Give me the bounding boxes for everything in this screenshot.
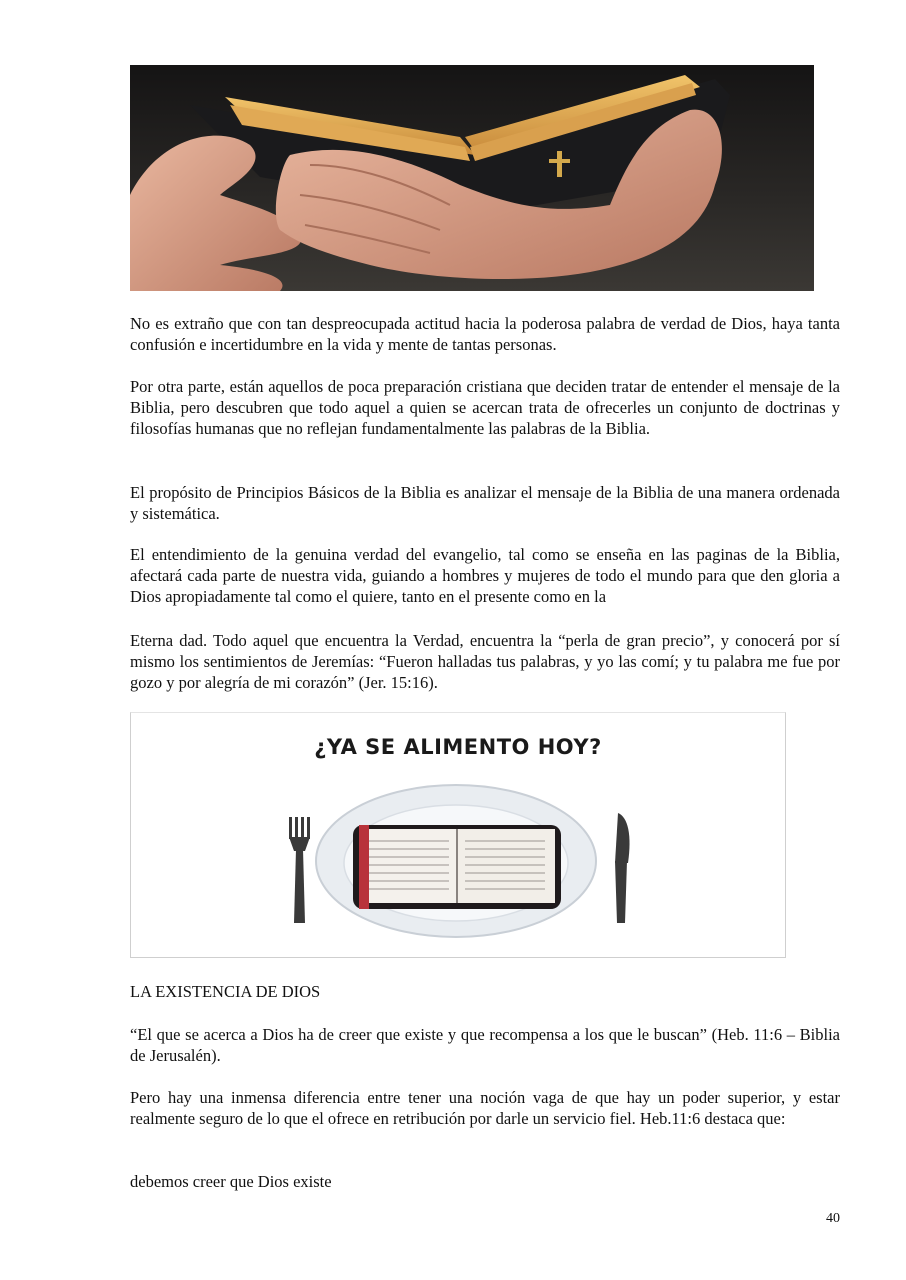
list-line: debemos creer que Dios existe	[130, 1172, 332, 1191]
bible-on-plate-image	[130, 712, 786, 958]
paragraph-2: Por otra parte, están aquellos de poca preparación cristiana que deciden tratar de entender el mensaje de la Biblia, pero descubren que todo aquel a quien se acercan trata de ofrecerles un conjunto de doctrinas y filosofías humanas que no reflejan fundamentalmente las palabras de la Biblia.	[130, 377, 840, 438]
bible-on-plate-icon	[131, 713, 786, 958]
paragraph-after-quote: Pero hay una inmensa diferencia entre tener una noción vaga de que hay un poder superior, y estar realmente seguro de lo que el ofrece en retribución por darle un servicio fiel. Heb.11:6 destaca que:	[130, 1088, 840, 1128]
hands-holding-bible-photo	[130, 65, 814, 291]
paragraph-3: El propósito de Principios Básicos de la Biblia es analizar el mensaje de la Biblia de una manera ordenada y sistemática.	[130, 483, 840, 523]
paragraph-5: Eterna dad. Todo aquel que encuentra la Verdad, encuentra la “perla de gran precio”, y conocerá por sí mismo los sentimientos de Jeremías: “Fueron halladas tus palabras, y yo las comí; y tu palabra me fue por gozo y por alegría de mi corazón” (Jer. 15:16).	[130, 631, 840, 692]
bible-photo-icon	[130, 65, 814, 291]
quote-paragraph: “El que se acerca a Dios ha de creer que existe y que recompensa a los que le buscan” (Heb. 11:6 – Biblia de Jerusalén).	[130, 1025, 840, 1065]
paragraph-4: El entendimiento de la genuina verdad del evangelio, tal como se enseña en las paginas de la Biblia, afectará cada parte de nuestra vida, guiando a hombres y mujeres de todo el mundo para que den gloria a Dios apropiadamente tal como el quiere, tanto en el presente como en la	[130, 545, 840, 606]
section-heading: LA EXISTENCIA DE DIOS	[130, 982, 321, 1001]
paragraph-1: No es extraño que con tan despreocupada actitud hacia la poderosa palabra de verdad de Dios, haya tanta confusión e incertidumbre en la vida y mente de tantas personas.	[130, 314, 840, 354]
page-number: 40	[826, 1211, 840, 1226]
plate-image-title: ¿YA SE ALIMENTO HOY?	[314, 735, 602, 759]
